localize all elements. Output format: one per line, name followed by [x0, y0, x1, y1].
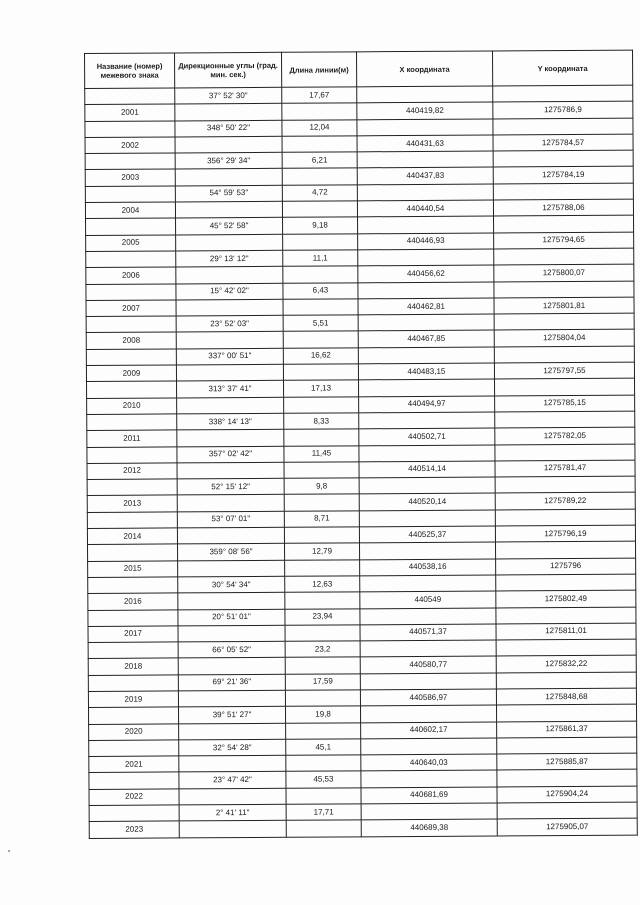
empty-cell	[361, 803, 497, 820]
line-length-cell: 17,71	[286, 804, 361, 821]
empty-cell	[495, 541, 635, 558]
empty-cell	[283, 364, 358, 381]
line-length-cell: 8,33	[284, 413, 359, 430]
empty-cell	[286, 755, 361, 772]
direction-angle-cell: 32° 54' 28"	[179, 739, 286, 756]
x-coordinate-cell: 440602,17	[361, 722, 497, 739]
direction-angle-cell: 15° 42' 02"	[176, 283, 283, 300]
direction-angle-cell: 52° 15' 12"	[177, 478, 284, 495]
y-coordinate-cell: 1275885,87	[497, 753, 637, 770]
y-coordinate-cell: 1275785,15	[495, 395, 635, 412]
mark-name-cell: 2020	[89, 724, 179, 741]
direction-angle-cell: 2° 41' 11"	[179, 804, 286, 821]
mark-name-cell: 2005	[86, 235, 176, 252]
empty-cell	[286, 722, 361, 739]
empty-cell	[358, 249, 494, 266]
empty-cell	[494, 248, 634, 265]
header-x-coordinate: X координата	[356, 51, 492, 87]
empty-cell	[177, 527, 284, 544]
empty-cell	[88, 609, 178, 626]
empty-cell	[87, 512, 177, 529]
x-coordinate-cell: 440483,15	[358, 363, 494, 380]
empty-cell	[496, 704, 636, 721]
y-coordinate-cell: 1275801,81	[494, 297, 634, 314]
line-length-cell: 6,43	[283, 282, 358, 299]
empty-cell	[359, 510, 495, 527]
line-length-cell: 23,2	[285, 641, 360, 658]
direction-angle-cell: 357° 02' 42"	[177, 446, 284, 463]
direction-angle-cell: 337° 00' 51"	[176, 348, 283, 365]
direction-angle-cell: 356° 29' 34"	[175, 152, 282, 169]
line-length-cell: 11,1	[283, 250, 358, 267]
mark-name-cell: 2015	[88, 561, 178, 578]
empty-cell	[86, 316, 176, 333]
line-length-cell: 11,45	[284, 445, 359, 462]
line-length-cell: 9,8	[284, 478, 359, 495]
empty-cell	[87, 414, 177, 431]
empty-cell	[285, 592, 360, 609]
empty-cell	[86, 251, 176, 268]
empty-cell	[285, 690, 360, 707]
mark-name-cell: 2013	[87, 495, 177, 512]
x-coordinate-cell: 440462,81	[358, 298, 494, 315]
direction-angle-cell: 20° 51' 01"	[178, 609, 285, 626]
y-coordinate-cell: 1275784,19	[493, 167, 633, 184]
line-length-cell: 4,72	[282, 185, 357, 202]
direction-angle-cell: 348° 50' 22"	[175, 120, 282, 137]
line-length-cell: 17,59	[285, 674, 360, 691]
empty-cell	[175, 169, 282, 186]
empty-cell	[286, 788, 361, 805]
direction-angle-cell: 69° 21' 36"	[178, 674, 285, 691]
x-coordinate-cell: 440494,97	[359, 396, 495, 413]
line-length-cell: 16,62	[283, 348, 358, 365]
x-coordinate-cell: 440520,14	[359, 493, 495, 510]
x-coordinate-cell: 440640,03	[361, 754, 497, 771]
line-length-cell: 45,53	[286, 771, 361, 788]
direction-angle-cell: 29° 13' 12"	[176, 250, 283, 267]
empty-cell	[179, 723, 286, 740]
direction-angle-cell: 359° 08' 56"	[178, 544, 285, 561]
empty-cell	[495, 509, 635, 526]
y-coordinate-cell: 1275804,04	[494, 330, 634, 347]
empty-cell	[496, 574, 636, 591]
mark-name-cell: 2018	[88, 658, 178, 675]
x-coordinate-cell: 440549	[360, 591, 496, 608]
y-coordinate-cell: 1275832,22	[496, 656, 636, 673]
direction-angle-cell: 66° 05' 52"	[178, 641, 285, 658]
header-mark-name: Название (номер) межевого знака	[85, 53, 175, 89]
empty-cell	[176, 332, 283, 349]
line-length-cell: 8,71	[284, 511, 359, 528]
y-coordinate-cell: 1275905,07	[497, 818, 637, 835]
empty-cell	[282, 168, 357, 185]
empty-cell	[284, 494, 359, 511]
line-length-cell: 6,21	[282, 152, 357, 169]
empty-cell	[497, 737, 637, 754]
point-row	[89, 818, 637, 838]
mark-name-cell: 2016	[88, 593, 178, 610]
empty-cell	[176, 364, 283, 381]
line-length-cell: 12,04	[282, 119, 357, 136]
mark-name-cell: 2012	[87, 463, 177, 480]
empty-cell	[176, 299, 283, 316]
empty-cell	[284, 462, 359, 479]
line-length-cell: 19,8	[285, 706, 360, 723]
empty-cell	[175, 136, 282, 153]
x-coordinate-cell: 440538,16	[360, 559, 496, 576]
empty-cell	[85, 186, 175, 203]
empty-cell	[496, 607, 636, 624]
empty-cell	[86, 218, 176, 235]
empty-cell	[179, 788, 286, 805]
empty-cell	[175, 104, 282, 121]
mark-name-cell: 2001	[85, 104, 175, 121]
empty-cell	[179, 821, 286, 838]
empty-cell	[88, 675, 178, 692]
empty-cell	[494, 346, 634, 363]
empty-cell	[178, 560, 285, 577]
line-length-cell: 5,51	[283, 315, 358, 332]
empty-cell	[497, 770, 637, 787]
empty-cell	[357, 119, 493, 136]
y-coordinate-cell: 1275794,65	[494, 232, 634, 249]
line-length-cell: 23,94	[285, 608, 360, 625]
empty-cell	[495, 444, 635, 461]
empty-cell	[496, 639, 636, 656]
empty-cell	[361, 770, 497, 787]
direction-angle-cell: 53° 07' 01"	[177, 511, 284, 528]
empty-cell	[493, 150, 633, 167]
empty-cell	[285, 559, 360, 576]
y-coordinate-cell: 1275811,01	[496, 623, 636, 640]
empty-cell	[85, 88, 175, 105]
empty-cell	[360, 607, 496, 624]
y-coordinate-cell: 1275802,49	[496, 590, 636, 607]
empty-cell	[89, 772, 179, 789]
line-length-cell: 12,63	[285, 576, 360, 593]
empty-cell	[178, 658, 285, 675]
y-coordinate-cell: 1275796,19	[495, 525, 635, 542]
empty-cell	[497, 802, 637, 819]
empty-cell	[359, 542, 495, 559]
empty-cell	[357, 184, 493, 201]
empty-cell	[87, 446, 177, 463]
direction-angle-cell: 30° 54' 34"	[178, 576, 285, 593]
mark-name-cell: 2006	[86, 267, 176, 284]
y-coordinate-cell: 1275786,9	[493, 101, 633, 118]
mark-name-cell: 2008	[86, 332, 176, 349]
direction-angle-cell: 39° 51' 27"	[178, 707, 285, 724]
empty-cell	[284, 396, 359, 413]
mark-name-cell: 2007	[86, 300, 176, 317]
line-length-cell: 17,67	[282, 87, 357, 104]
empty-cell	[85, 121, 175, 138]
empty-cell	[360, 640, 496, 657]
empty-cell	[357, 86, 493, 103]
empty-cell	[493, 183, 633, 200]
empty-cell	[179, 755, 286, 772]
empty-cell	[177, 430, 284, 447]
empty-cell	[360, 705, 496, 722]
empty-cell	[361, 738, 497, 755]
x-coordinate-cell: 440446,93	[358, 233, 494, 250]
header-line-length: Длина линии(м)	[281, 52, 356, 87]
mark-name-cell: 2021	[89, 756, 179, 773]
empty-cell	[285, 625, 360, 642]
empty-cell	[284, 527, 359, 544]
x-coordinate-cell: 440431,63	[357, 135, 493, 152]
empty-cell	[85, 153, 175, 170]
mark-name-cell: 2023	[89, 821, 179, 838]
empty-cell	[177, 495, 284, 512]
empty-cell	[176, 234, 283, 251]
empty-cell	[178, 625, 285, 642]
empty-cell	[359, 445, 495, 462]
x-coordinate-cell: 440689,38	[361, 819, 497, 836]
y-coordinate-cell: 1275861,37	[497, 721, 637, 738]
mark-name-cell: 2017	[88, 626, 178, 643]
empty-cell	[359, 379, 495, 396]
empty-cell	[88, 544, 178, 561]
empty-cell	[360, 673, 496, 690]
boundary-marks-table	[84, 50, 638, 839]
empty-cell	[495, 378, 635, 395]
direction-angle-cell: 338° 14' 13"	[177, 413, 284, 430]
x-coordinate-cell: 440681,69	[361, 787, 497, 804]
empty-cell	[86, 284, 176, 301]
empty-cell	[359, 412, 495, 429]
empty-cell	[284, 429, 359, 446]
line-length-cell: 9,18	[283, 217, 358, 234]
empty-cell	[493, 118, 633, 135]
y-coordinate-cell: 1275789,22	[495, 493, 635, 510]
empty-cell	[283, 234, 358, 251]
x-coordinate-cell: 440525,37	[359, 526, 495, 543]
empty-cell	[178, 592, 285, 609]
mark-name-cell: 2011	[87, 430, 177, 447]
empty-cell	[494, 313, 634, 330]
empty-cell	[175, 201, 282, 218]
empty-cell	[359, 477, 495, 494]
line-length-cell: 17,13	[284, 380, 359, 397]
table-header-row	[85, 50, 633, 88]
empty-cell	[282, 103, 357, 120]
y-coordinate-cell: 1275796	[496, 558, 636, 575]
mark-name-cell: 2003	[85, 169, 175, 186]
y-coordinate-cell: 1275797,55	[494, 362, 634, 379]
header-direction-angle: Дирекционные углы (град. мин. сек.)	[175, 52, 282, 88]
x-coordinate-cell: 440580,77	[360, 656, 496, 673]
empty-cell	[177, 462, 284, 479]
table-body	[85, 85, 638, 838]
direction-angle-cell: 37° 52' 30"	[175, 87, 282, 104]
empty-cell	[87, 381, 177, 398]
empty-cell	[178, 690, 285, 707]
mark-name-cell: 2002	[85, 137, 175, 154]
y-coordinate-cell: 1275800,07	[494, 264, 634, 281]
empty-cell	[360, 575, 496, 592]
empty-cell	[88, 707, 178, 724]
mark-name-cell: 2009	[86, 365, 176, 382]
x-coordinate-cell: 440467,85	[358, 330, 494, 347]
direction-angle-cell: 54° 59' 53"	[175, 185, 282, 202]
line-length-cell: 45,1	[286, 739, 361, 756]
direction-angle-cell: 23° 47' 42"	[179, 772, 286, 789]
x-coordinate-cell: 440514,14	[359, 461, 495, 478]
x-coordinate-cell: 440502,71	[359, 428, 495, 445]
empty-cell	[496, 672, 636, 689]
x-coordinate-cell: 440571,37	[360, 624, 496, 641]
empty-cell	[494, 216, 634, 233]
empty-cell	[495, 476, 635, 493]
line-length-cell: 12,79	[285, 543, 360, 560]
empty-cell	[87, 479, 177, 496]
empty-cell	[86, 349, 176, 366]
direction-angle-cell: 313° 37' 41"	[177, 381, 284, 398]
mark-name-cell: 2010	[87, 398, 177, 415]
empty-cell	[283, 266, 358, 283]
empty-cell	[282, 136, 357, 153]
empty-cell	[494, 281, 634, 298]
y-coordinate-cell: 1275782,05	[495, 427, 635, 444]
mark-name-cell: 2014	[87, 528, 177, 545]
header-y-coordinate: Y координата	[492, 50, 632, 86]
empty-cell	[286, 820, 361, 837]
empty-cell	[176, 267, 283, 284]
y-coordinate-cell: 1275904,24	[497, 786, 637, 803]
empty-cell	[177, 397, 284, 414]
x-coordinate-cell: 440437,83	[357, 167, 493, 184]
mark-name-cell: 2004	[85, 202, 175, 219]
mark-name-cell: 2022	[89, 789, 179, 806]
y-coordinate-cell: 1275848,68	[496, 688, 636, 705]
empty-cell	[493, 85, 633, 102]
empty-cell	[358, 314, 494, 331]
empty-cell	[495, 411, 635, 428]
mark-name-cell: 2019	[88, 691, 178, 708]
empty-cell	[358, 347, 494, 364]
empty-cell	[283, 331, 358, 348]
x-coordinate-cell: 440456,62	[358, 265, 494, 282]
empty-cell	[88, 577, 178, 594]
empty-cell	[89, 740, 179, 757]
y-coordinate-cell: 1275781,47	[495, 460, 635, 477]
empty-cell	[283, 299, 358, 316]
empty-cell	[358, 216, 494, 233]
y-coordinate-cell: 1275784,57	[493, 134, 633, 151]
empty-cell	[285, 657, 360, 674]
empty-cell	[357, 151, 493, 168]
scan-speck	[8, 850, 10, 852]
empty-cell	[89, 805, 179, 822]
direction-angle-cell: 23° 52' 03"	[176, 315, 283, 332]
x-coordinate-cell: 440586,97	[360, 689, 496, 706]
empty-cell	[282, 201, 357, 218]
x-coordinate-cell: 440419,82	[357, 102, 493, 119]
empty-cell	[358, 282, 494, 299]
x-coordinate-cell: 440440,54	[357, 200, 493, 217]
y-coordinate-cell: 1275788,06	[493, 199, 633, 216]
direction-angle-cell: 45° 52' 58"	[176, 218, 283, 235]
empty-cell	[88, 642, 178, 659]
